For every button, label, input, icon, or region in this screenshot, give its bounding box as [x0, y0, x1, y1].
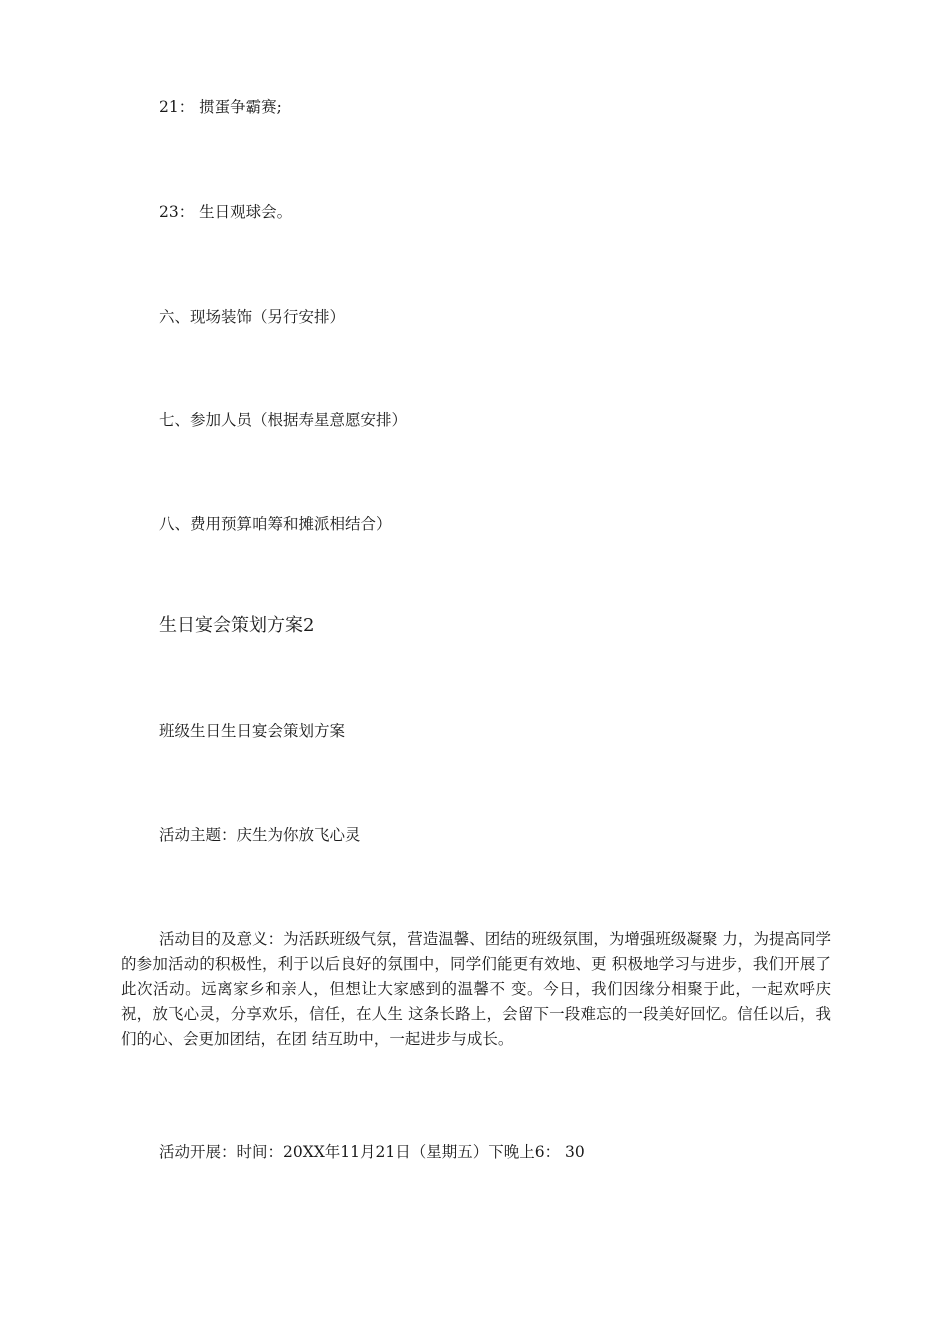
- activity-theme: 活动主题：庆生为你放飞心灵: [159, 826, 361, 844]
- activity-schedule: 活动开展：时间：20XX年11月21日（星期五）下晚上6： 30: [159, 1143, 585, 1161]
- section-decoration: 六、现场装饰（另行安排）: [159, 308, 346, 326]
- section-title: 生日宴会策划方案2: [159, 615, 315, 636]
- list-item-21: 21： 掼蛋争霸赛;: [159, 98, 282, 116]
- activity-purpose-paragraph: 活动目的及意义：为活跃班级气氛，营造温馨、团结的班级氛围，为增强班级凝聚 力，为提高同学的参加活动的积极性，利于以后良好的氛围中，同学们能更有效地、更 积极地学习与进步，我们开展了此次活动。远离家乡和亲人，但想让大家感到的温馨不 变。今日，我们因缘分相聚于此，一起欢呼庆祝，放飞心灵，分享欢乐，信任，在人生 这条长路上，会留下一段难忘的一段美好回忆。信任以后，我们的心、会更加团结，在团 结互助中，一起进步与成长。: [121, 930, 831, 1048]
- section-participants: 七、参加人员（根据寿星意愿安排）: [159, 411, 408, 429]
- section-budget: 八、费用预算咱筹和摊派相结合）: [159, 515, 392, 533]
- plan-subtitle: 班级生日生日宴会策划方案: [159, 722, 346, 740]
- list-item-23: 23： 生日观球会。: [159, 203, 293, 221]
